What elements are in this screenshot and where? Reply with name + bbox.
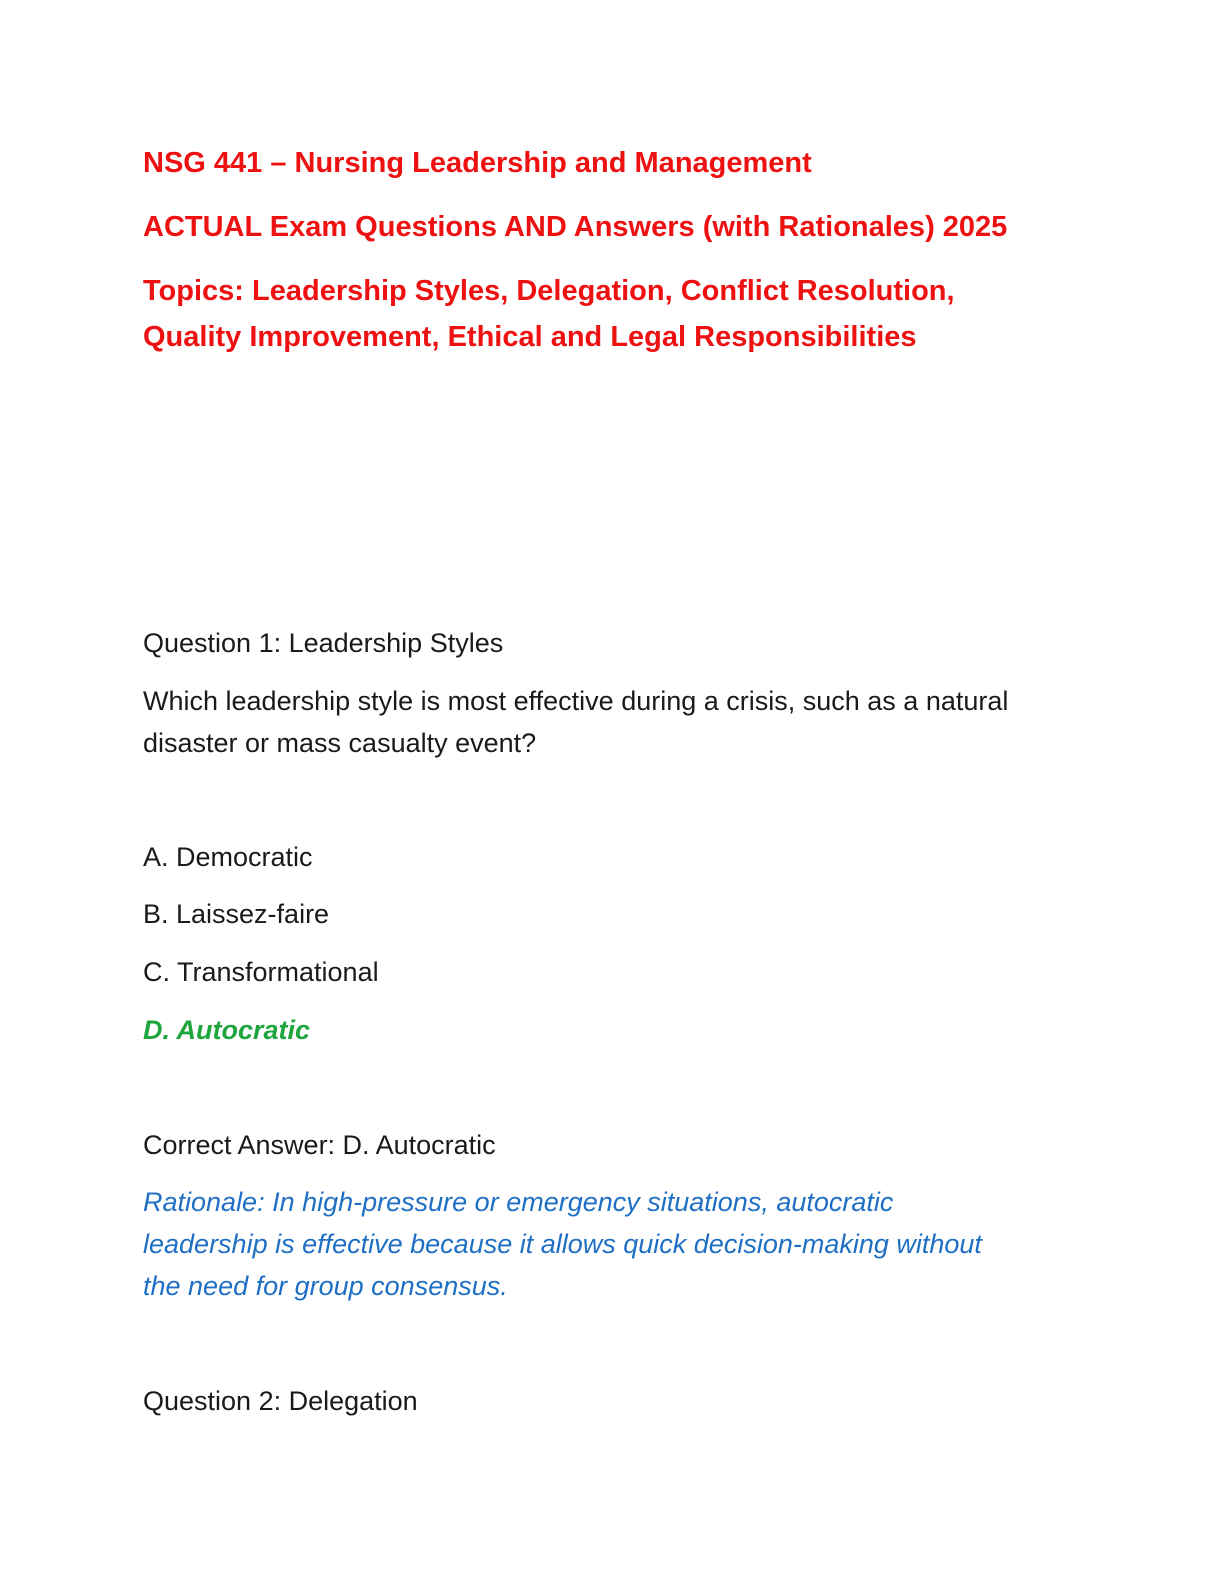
question-1-prompt-line-2: disaster or mass casualty event? — [143, 728, 537, 758]
question-2-heading: Question 2: Delegation — [143, 1386, 418, 1416]
topics-line-1: Topics: Leadership Styles, Delegation, Conflict Resolution, — [143, 275, 955, 307]
question-1-option-c: C. Transformational — [143, 957, 379, 987]
question-1-correct-answer: Correct Answer: D. Autocratic — [143, 1130, 496, 1160]
document-subtitle: ACTUAL Exam Questions AND Answers (with Rationales) 2025 — [143, 211, 1008, 243]
question-1-rationale-line-3: the need for group consensus. — [143, 1271, 508, 1301]
topics-line-2: Quality Improvement, Ethical and Legal Responsibilities — [143, 321, 917, 353]
question-1-prompt-line-1: Which leadership style is most effective during a crisis, such as a natural — [143, 686, 1009, 716]
question-1-heading: Question 1: Leadership Styles — [143, 628, 504, 658]
document-title: NSG 441 – Nursing Leadership and Management — [143, 147, 812, 179]
question-1-option-d-correct: D. Autocratic — [143, 1015, 311, 1045]
question-1-rationale-line-1: Rationale: In high-pressure or emergency situations, autocratic — [143, 1187, 894, 1217]
question-1-option-b: B. Laissez-faire — [143, 899, 330, 929]
question-1-rationale-line-2: leadership is effective because it allows quick decision-making without — [143, 1229, 982, 1259]
question-1-option-a: A. Democratic — [143, 842, 313, 872]
